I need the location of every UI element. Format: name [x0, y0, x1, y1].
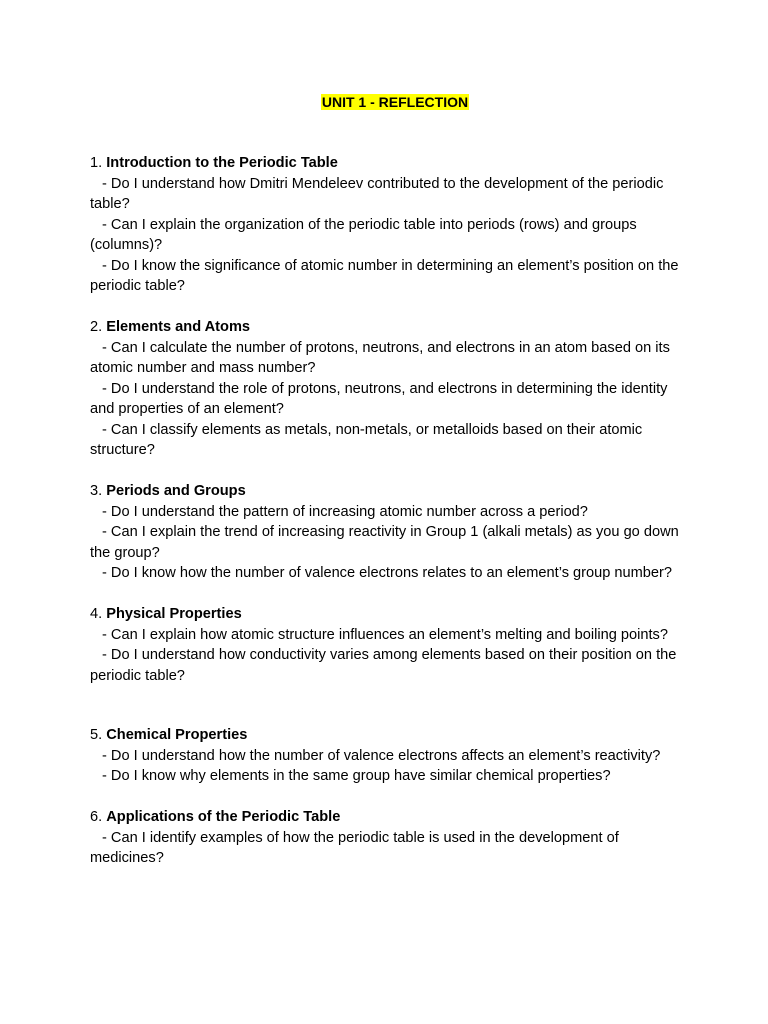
- section-title: Physical Properties: [106, 606, 242, 622]
- question-text: Can I classify elements as metals, non-metals, or metalloids based on their atomic structure?: [90, 421, 643, 458]
- question-item: - Can I explain the organization of the periodic table into periods (rows) and groups (columns)?: [90, 216, 637, 253]
- reflection-list: [90, 153, 680, 889]
- section-heading: [90, 317, 680, 338]
- question-text: Do I know why elements in the same group have similar chemical properties?: [110, 768, 611, 784]
- section-heading: [90, 725, 680, 746]
- section-heading: [90, 153, 680, 174]
- section-number: 1.: [90, 155, 103, 171]
- question-item: - Do I know how the number of valence electrons relates to an element’s group number?: [102, 565, 673, 581]
- question-item: - Do I understand how Dmitri Mendeleev contributed to the development of the periodic table?: [90, 175, 664, 212]
- section-title: Introduction to the Periodic Table: [106, 155, 338, 171]
- section-title: Applications of the Periodic Table: [106, 809, 341, 825]
- section-number: 5.: [90, 727, 103, 743]
- question-item: - Can I calculate the number of protons, neutrons, and electrons in an atom based on its atomic number and mass number?: [90, 339, 670, 376]
- question-text: Can I explain how atomic structure influences an element’s melting and boiling points?: [110, 626, 668, 643]
- question-text: Do I know how the number of valence electrons relates to an element’s group number?: [110, 565, 673, 581]
- question-item: - Do I know the significance of atomic number in determining an element’s position on the periodic table?: [90, 257, 679, 294]
- section-heading: [90, 604, 680, 625]
- section-periodic-table-intro: [90, 153, 680, 297]
- section-applications: [90, 807, 680, 869]
- section-chemical-properties: [90, 725, 680, 787]
- question-text: Can I calculate the number of protons, neutrons, and electrons in an atom based on its atomic number and mass number?: [90, 339, 670, 376]
- section-number: 3.: [90, 483, 103, 499]
- question-text: Do I understand the pattern of increasing atomic number across a period?: [110, 503, 588, 520]
- section-elements-atoms: [90, 317, 680, 461]
- section-title: Elements and Atoms: [106, 319, 251, 335]
- section-physical-properties: [90, 604, 680, 686]
- question-text: Can I explain the organization of the periodic table into periods (rows) and groups (columns)?: [90, 216, 637, 253]
- question-item: - Do I understand how conductivity varies among elements based on their position on the periodic table?: [90, 647, 677, 684]
- question-item: - Can I explain how atomic structure influences an element’s melting and boiling points?: [102, 626, 668, 643]
- question-text: Can I explain the trend of increasing reactivity in Group 1 (alkali metals) as you go down the group?: [90, 524, 679, 561]
- section-number: 4.: [90, 606, 103, 622]
- question-text: Do I understand the role of protons, neutrons, and electrons in determining the identity and properties of an element?: [90, 380, 668, 417]
- question-item: - Do I understand how the number of valence electrons affects an element’s reactivity?: [102, 747, 661, 764]
- question-item: - Can I explain the trend of increasing reactivity in Group 1 (alkali metals) as you go down the group?: [90, 524, 679, 561]
- section-heading: [90, 481, 680, 502]
- question-text: Can I identify examples of how the periodic table is used in the development of medicines?: [90, 829, 619, 866]
- section-periods-groups: [90, 481, 680, 584]
- question-item: - Can I identify examples of how the periodic table is used in the development of medicines?: [90, 829, 619, 866]
- page-title: UNIT 1 - REFLECTION: [321, 94, 469, 110]
- section-number: 2.: [90, 319, 103, 335]
- title-container: [0, 93, 768, 112]
- section-heading: [90, 807, 680, 828]
- question-text: Do I know the significance of atomic number in determining an element’s position on the periodic table?: [90, 257, 679, 294]
- question-item: - Do I understand the role of protons, neutrons, and electrons in determining the identity and properties of an element?: [90, 380, 668, 417]
- section-title: Chemical Properties: [106, 727, 248, 743]
- question-text: Do I understand how conductivity varies among elements based on their position on the periodic table?: [90, 647, 677, 684]
- section-number: 6.: [90, 809, 103, 825]
- question-item: - Do I understand the pattern of increasing atomic number across a period?: [102, 503, 588, 520]
- section-title: Periods and Groups: [106, 483, 246, 499]
- question-text: Do I understand how the number of valence electrons affects an element’s reactivity?: [110, 747, 661, 764]
- question-item: - Can I classify elements as metals, non-metals, or metalloids based on their atomic structure?: [90, 421, 643, 458]
- question-item: - Do I know why elements in the same group have similar chemical properties?: [102, 768, 611, 784]
- question-text: Do I understand how Dmitri Mendeleev contributed to the development of the periodic table?: [90, 175, 664, 212]
